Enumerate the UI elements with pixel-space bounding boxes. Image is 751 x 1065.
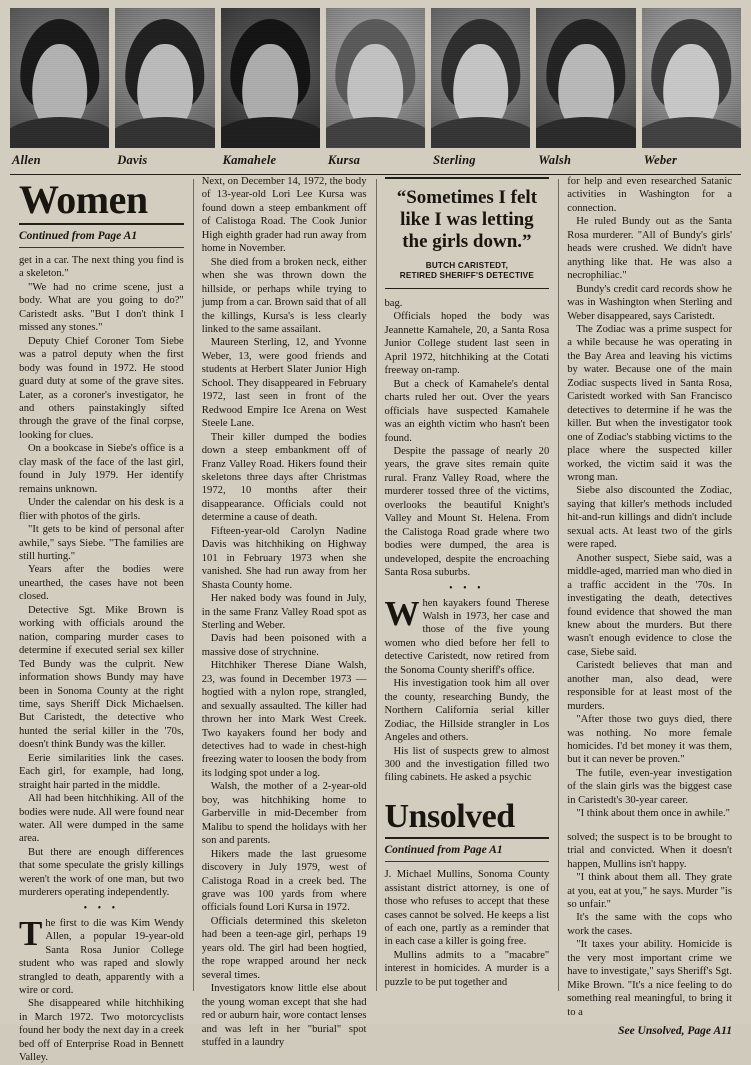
paragraph: His investigation took him all over the county, researching Bundy, the Northern California serial killer Zodiac, the Hillside strangler in Los Angeles and others. [384, 678, 550, 744]
secondary-headline: Unsolved [384, 797, 515, 835]
continued-label: Continued from Page A1 [384, 844, 503, 857]
paragraph: Hikers made the last gruesome discovery in July 1979, west of Calistoga Road in a creek bed. The grave was 100 yards from where officials found Lori Kursa in 1972. [201, 848, 367, 914]
paragraph: Officials determined this skeleton had been a teen-age girl, perhaps 19 years old. The girl had been hogtied, the rope wrapped around her neck several times. [201, 915, 367, 981]
paragraph: J. Michael Mullins, Sonoma County assistant district attorney, is one of those who refuses to accept that these cases cannot be solved. He keeps a list of each one, partly as a reminder that in each case a killer is going free. [384, 869, 550, 948]
paragraph: get in a car. The next thing you find is a skeleton." [19, 255, 184, 280]
rule [385, 837, 550, 839]
paragraph: He ruled Bundy out as the Santa Rosa murderer. "All of Bundy's girls' heads were crushed. We didn't have anything like that. He was also a necrophiliac." [567, 216, 732, 282]
drop-cap: W [384, 593, 420, 633]
continued-label: Continued from Page A1 [19, 230, 138, 242]
pull-quote-attribution [387, 261, 548, 282]
paragraph-with-dropcap [384, 593, 550, 678]
paragraph-text: he first to die was Kim Wendy Allen, a popular 19-year-old Santa Rosa Junior College student who was raped and slowly strangled to death, apparently with a wire or cord. [19, 917, 184, 997]
photo-caption: Kursa [327, 153, 361, 167]
photo-caption: Davis [117, 153, 148, 167]
paragraph: She disappeared while hitchhiking in March 1972. Two motorcyclists found her body the next day in a creek bed off of Enterprise Road in Bennett Valley. [19, 998, 184, 1064]
paragraph: On a bookcase in Siebe's office is a clay mask of the face of the last girl, found in July 1979. Her identify remains unknown. [19, 443, 184, 495]
paragraph: Walsh, the mother of a 2-year-old boy, was hitchhiking home to Garberville in mid-December from Malibu to spend the holidays with her son and parents. [201, 781, 367, 847]
paragraph-with-dropcap [19, 913, 184, 998]
photo-cell [431, 8, 530, 168]
paragraph: "It taxes your ability. Homicide is the very most important crime we have to investigate," says Sheriff's Sgt. Mike Brown. "It's a nice feeling to do something real meaningful, to bring it to a [567, 939, 732, 1018]
paragraph: Caristedt believes that man and another man, also dead, were responsible for at least most of the murders. [567, 660, 732, 712]
paragraph: His list of suspects grew to almost 300 and the investigation filled two filing cabinets. He asked a psychic [384, 745, 550, 784]
pull-quote-attribution-role: RETIRED SHERIFF'S DETECTIVE [399, 270, 534, 280]
paragraph: Siebe also discounted the Zodiac, saying that killer's methods included hit-and-run killings and didn't include sexual acts. At least two of the girls were raped. [567, 485, 732, 551]
victim-photo [221, 8, 320, 148]
photo-cell [221, 8, 320, 168]
paragraph: bag. [384, 298, 403, 310]
paragraph: Davis had been poisoned with a massive dose of strychnine. [201, 633, 367, 658]
photo-caption: Weber [643, 153, 678, 167]
column-3 [376, 175, 559, 995]
paragraph: Detective Sgt. Mike Brown is working with officials around the nation, comparing murder cases to determine if executed serial sex killer Ted Bundy was the culprit. New information shows Bundy may have been in Sonoma County at the right time, says Sheriff Dick Michaelsen. But Caristedt, the detective who hunted the serial killer in the '70s, doesn't think Bundy was the killer. [19, 604, 184, 751]
paragraph: But there are enough differences that some speculate the grisly killings weren't the work of one man, but two murderers operating independently. [19, 846, 184, 899]
paragraph: Maureen Sterling, 12, and Yvonne Weber, 13, were good friends and students at Herbert Slater Junior High School. They disappeared in February 1972, last seen in front of the Redwood Empire Ice Arena on West Steele Lane. [201, 337, 367, 430]
paragraph: Fifteen-year-old Carolyn Nadine Davis was hitchhiking on Highway 101 in February 1973 when she vanished. She had run away from her Shasta County home. [201, 525, 367, 591]
paragraph: Years after the bodies were unearthed, the cases have not been closed. [19, 564, 184, 603]
drop-cap: T [19, 913, 43, 953]
victim-photo-strip [0, 0, 751, 168]
photo-caption: Walsh [538, 153, 572, 167]
paragraph: for help and even researched Satanic activities in Washington for a connection. [567, 176, 732, 214]
jump-line: See Unsolved, Page A11 [618, 1025, 732, 1038]
rule [19, 223, 184, 225]
section-divider-dots: • • • [83, 902, 120, 914]
paragraph: It's the same with the cops who work the cases. [567, 912, 732, 937]
victim-photo [10, 8, 109, 148]
paragraph: "I think about them all. They grate at you, eat at you," he says. Murder "is so unfair." [567, 872, 732, 911]
column-1 [10, 175, 193, 1064]
photo-cell [326, 8, 425, 168]
paragraph: Her naked body was found in July, in the same Franz Valley Road spot as Sterling and Weber. [201, 593, 367, 631]
paragraph: All had been hitchhiking. All of the bodies were nude. All were found near water. All were dumped in the same area. [19, 793, 184, 845]
paragraph: Investigators know little else about the young woman except that she had red or auburn hair, wore contact lenses and was left in her "burial" spot stuffed in a laundry [201, 983, 367, 1048]
paragraph: Mullins admits to a "macabre" interest in homicides. A murder is a puzzle to be put together and [384, 949, 550, 988]
paragraph: "After those two guys died, there was nothing. No more female homicides. I'd bet money it was them, but it can never be proven." [567, 714, 732, 766]
paragraph: Their killer dumped the bodies down a steep embankment off of Franz Valley Road. Hikers found their skeletons three days after Christmas 1972, 10 months after their disappearance. Officials could not determine a cause of death. [201, 431, 367, 524]
photo-caption: Allen [12, 153, 41, 167]
victim-photo [431, 8, 530, 148]
section-divider-dots: • • • [449, 582, 485, 594]
paragraph: Bundy's credit card records show he was in Washington when Sterling and Weber disappeared, says Caristedt. [567, 283, 732, 322]
paragraph: Eerie similarities link the cases. Each girl, for example, had long, straight hair parted in the middle. [19, 752, 184, 791]
photo-cell [10, 8, 109, 168]
victim-photo [536, 8, 635, 148]
photo-cell [115, 8, 214, 168]
paragraph: Deputy Chief Coroner Tom Siebe was a patrol deputy when the first body was found in 1972. He stood guard duty at some of the grave sites. Later, as a coroner's investigator, he and others painstakingly sifted through the grave of the final corpse, looking for clues. [19, 335, 184, 441]
rule [385, 861, 550, 862]
photo-caption: Sterling [433, 153, 476, 167]
rule [19, 247, 184, 248]
column-4 [558, 175, 741, 1038]
paragraph: The Zodiac was a prime suspect for a while because he was operating in the Bay Area and leaving his victims by water. Because one of the main Zodiac suspects lived in Santa Rosa, Caristedt worked with San Francisco detectives to determine if he was the killer. But when the investigator took one of Zodiac's stabbing victims to the place where the suspected killer worked, the victim said it was the wrong man. [567, 323, 732, 483]
paragraph: "We had no crime scene, just a body. What are you going to do?" Caristedt asks. "But I don't think I missed any stones." [19, 281, 184, 334]
victim-photo [115, 8, 214, 148]
paragraph: "I think about them once in awhile." [576, 808, 730, 820]
victim-photo [326, 8, 425, 148]
pull-quote-attribution-name: BUTCH CARISTEDT, [425, 260, 509, 270]
paragraph: Officials hoped the body was Jeannette Kamahele, 20, a Santa Rosa Junior College student last seen in April 1972, hitchhiking at the Cotati freeway on-ramp. [384, 311, 550, 377]
paragraph: Another suspect, Siebe said, was a middle-aged, married man who died in a traffic accident in the '70s. In investigating the death, detectives found evidence that showed the man knew about the murders. But there wasn't enough evidence to close the case, Siebe said. [567, 552, 732, 658]
paragraph: solved; the suspect is to be brought to trial and convicted. When it doesn't happen, Mullins isn't happy. [567, 831, 732, 870]
pull-quote [385, 177, 550, 289]
pull-quote-text: “Sometimes I felt like I was letting the girls down.” [396, 187, 538, 252]
photo-cell [642, 8, 741, 168]
column-2 [193, 175, 376, 1048]
photo-caption: Kamahele [222, 153, 277, 167]
paragraph: "It gets to be kind of personal after awhile," says Siebe. "The families are still hurting." [19, 524, 184, 562]
paragraph: Despite the passage of nearly 20 years, the grave sites remain quite rural. Franz Valley Road, where the murderer tossed three of the victims, overlooks the beautiful Knight's Valley and Mount St. Helena. From the Calistoga Road grade where two bodies were dumped, the area is undeveloped, despite the encroaching Santa Rosa suburbs. [384, 446, 550, 579]
article-columns [0, 175, 751, 1064]
paragraph: Next, on December 14, 1972, the body of 13-year-old Lori Lee Kursa was found down a steep embankment off of Calistoga Road. The Cook Junior High eighth grader had run away from home in November. [201, 176, 367, 255]
paragraph: But a check of Kamahele's dental charts ruled her out. Over the years officials have suspected Kamahele was an eighth victim who hasn't been found. [384, 378, 550, 444]
paragraph-text: hen kayakers found Therese Walsh in 1973, her case and those of the five young women who died before her fell to detective Caristedt, now retired from the Sonoma County sheriff's office. [384, 597, 550, 676]
victim-photo [642, 8, 741, 148]
paragraph: Under the calendar on his desk is a flier with photos of the girls. [19, 497, 184, 522]
paragraph: She died from a broken neck, either when she was thrown down the hillside, or perhaps while trying to jump from a car. Brown said that of all the killings, Kursa's is less clearly linked to the same assailant. [201, 256, 367, 335]
paragraph: The futile, even-year investigation of the slain girls was the biggest case in Caristedt's 30-year career. [567, 767, 732, 806]
photo-cell [536, 8, 635, 168]
paragraph: Hitchhiker Therese Diane Walsh, 23, was found in December 1973 — hogtied with a nylon rope, strangled, and sexually assaulted. The killer had thrown her into Mark West Creek. Two kayakers found her body and detectives had to wade in chest-high freezing water to loosen the body from its lodging spot under a log. [201, 660, 367, 779]
page-title: Women [19, 177, 148, 222]
